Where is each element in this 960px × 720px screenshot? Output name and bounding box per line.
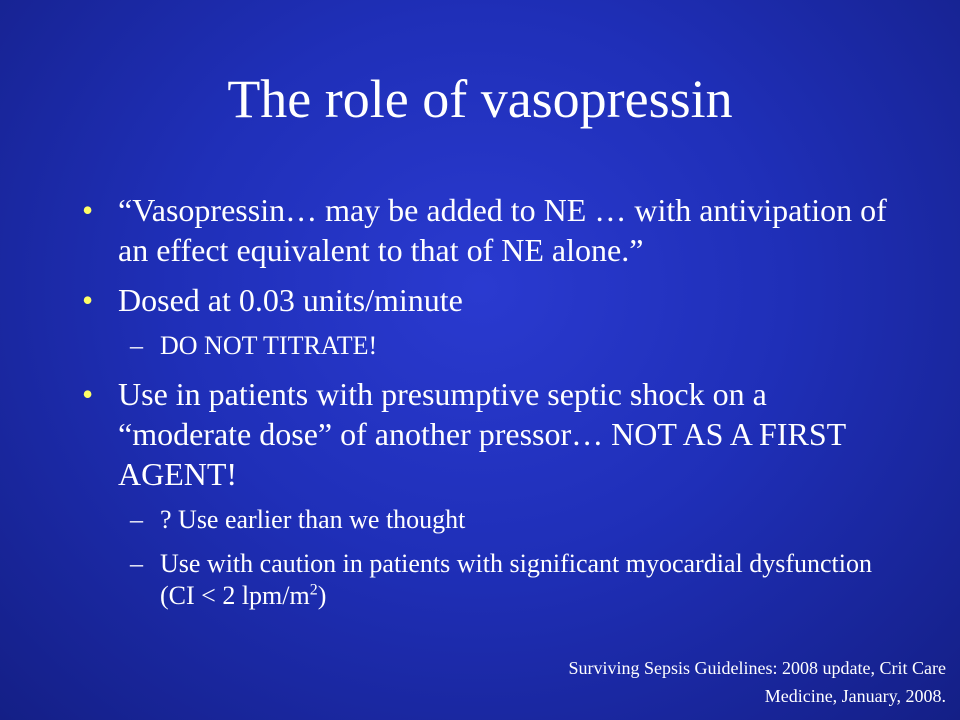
bullet-text: Dosed at 0.03 units/minute: [118, 282, 463, 318]
sub-bullet-marker: –: [130, 549, 143, 578]
bullet-marker: •: [82, 192, 94, 228]
bullet-item-3: [82, 374, 902, 494]
bullet-marker: •: [82, 282, 94, 318]
sub-bullet-text: ? Use earlier than we thought: [160, 505, 466, 534]
sub-bullet-item: [82, 504, 902, 536]
sub-bullet-item: [82, 330, 902, 362]
sub-bullet-marker: –: [130, 331, 143, 360]
slide-content: [82, 190, 902, 624]
bullet-item-2: [82, 280, 902, 320]
slide-title: The role of vasopressin: [227, 69, 733, 129]
superscript-two: 2: [309, 581, 318, 599]
sub-bullet-text: Use with caution in patients with significant myocardial dysfunction (CI < 2 lpm/m: [160, 549, 872, 610]
citation-line-1: Surviving Sepsis Guidelines: 2008 update, Crit Care: [568, 658, 946, 678]
bullet-marker: •: [82, 376, 94, 412]
sub-bullet-text: DO NOT TITRATE!: [160, 331, 378, 360]
citation-line-2: Medicine, January, 2008.: [764, 686, 946, 706]
citation: [426, 654, 946, 710]
sub-bullet-suffix: ): [317, 581, 327, 610]
sub-bullet-item: [82, 548, 902, 612]
bullet-item-1: [82, 190, 902, 270]
sub-bullet-marker: –: [130, 505, 143, 534]
bullet-text: Use in patients with presumptive septic shock on a “moderate dose” of another pressor… NOT AS A FIRST AGENT!: [118, 376, 846, 492]
bullet-text: “Vasopressin… may be added to NE … with antivipation of an effect equivalent to that of NE alone.”: [118, 192, 887, 268]
